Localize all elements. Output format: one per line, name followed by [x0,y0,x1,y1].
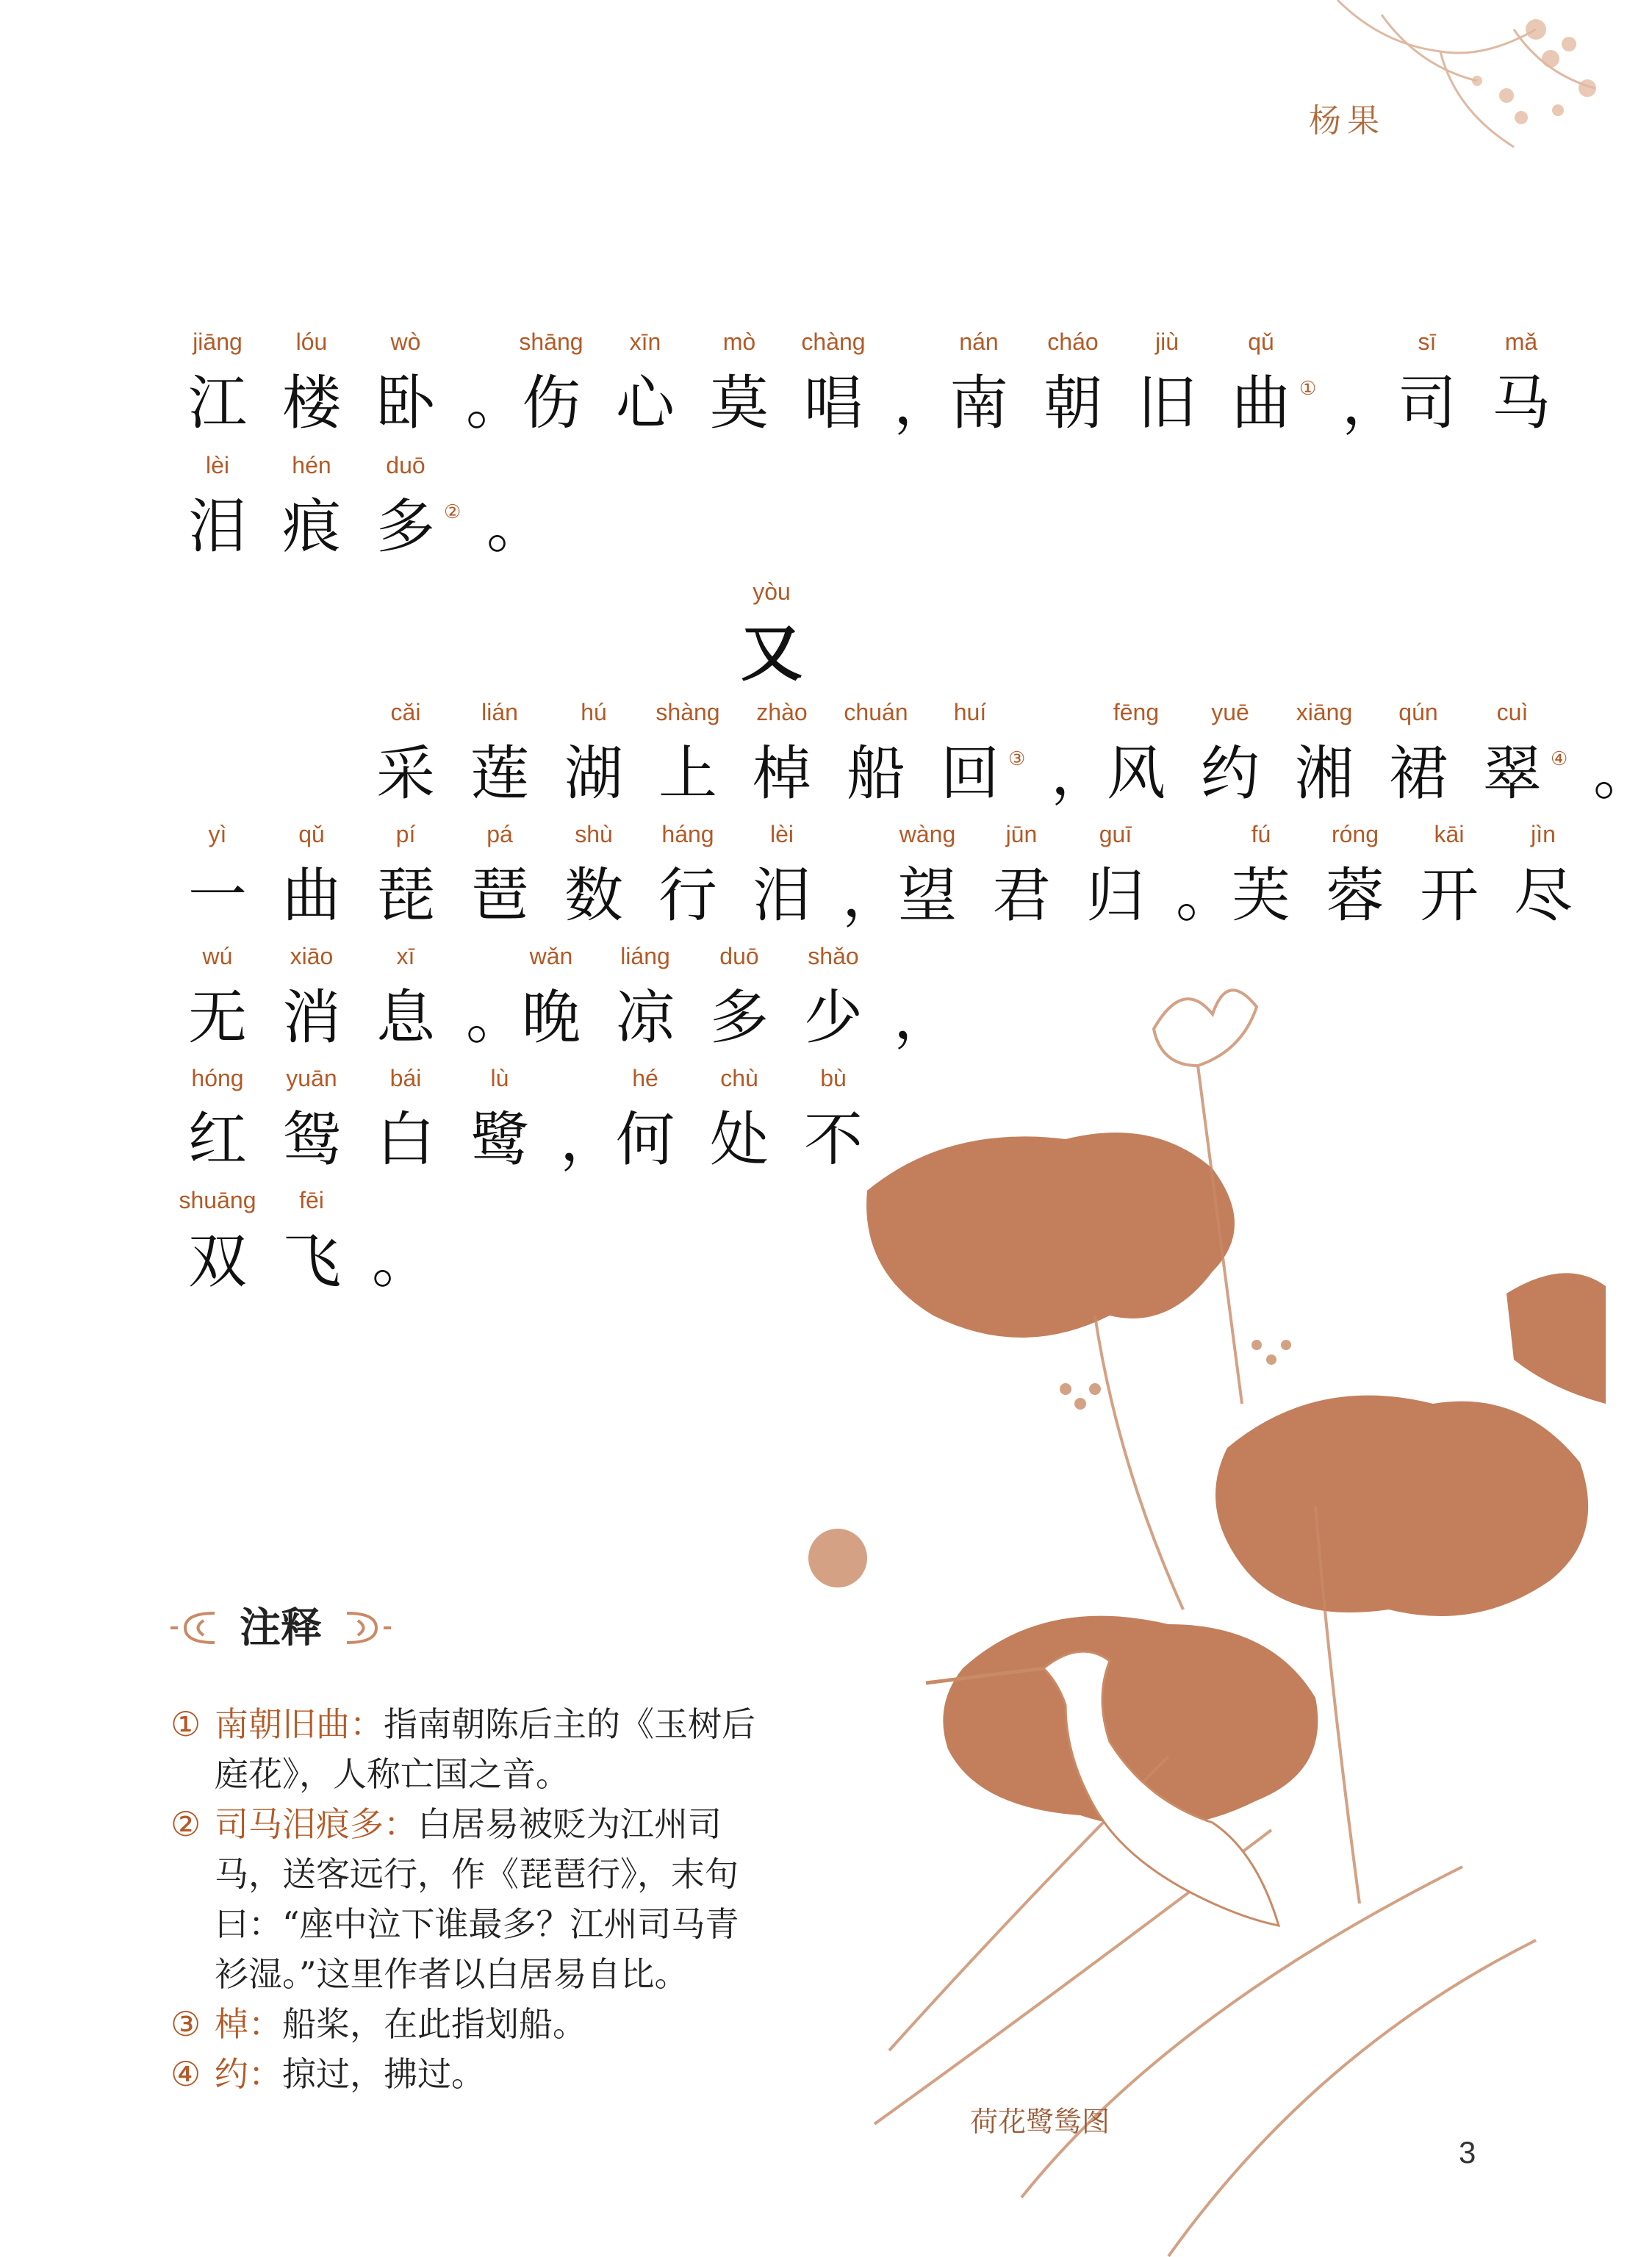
pinyin: róng [1331,821,1379,847]
footnote-marker: ② [444,501,462,523]
notes-heading-text: 注释 [240,1604,322,1652]
pinyin: chù [720,1065,758,1091]
character-cell [601,938,689,1051]
hanzi: 伤 [522,369,581,437]
pinyin: cuì [1496,699,1529,725]
pinyin: yuān [286,1065,337,1091]
character-cell [173,1182,262,1295]
hanzi: 消 [282,983,341,1052]
hanzi: 望 [898,861,957,930]
character-cell [267,447,356,560]
pinyin: hén [292,452,331,478]
punctuation [1332,323,1401,437]
hanzi: 。 [1593,739,1652,808]
hanzi: 琵 [376,861,435,930]
punctuation [550,1060,619,1174]
pinyin: lián [481,699,518,725]
pinyin: hé [632,1065,658,1091]
character-cell [1029,323,1117,437]
character-cell [883,816,972,929]
pinyin: háng [661,821,714,847]
hanzi: 飞 [282,1227,341,1296]
hanzi: 风 [1107,739,1166,808]
character-cell [267,938,356,1051]
note-item [170,1799,758,1999]
hanzi: 曲 [282,861,341,930]
hanzi: 翠 [1483,739,1542,808]
character-cell [267,1060,356,1173]
pinyin: jiāng [193,329,243,355]
pinyin: kāi [1434,821,1465,847]
pinyin: duō [719,943,759,969]
hanzi: 白 [376,1105,435,1174]
character-cell [1499,816,1587,929]
punctuation [883,323,952,437]
pinyin [1332,323,1383,360]
character-cell [1405,816,1493,929]
hanzi: 蓉 [1326,861,1385,930]
pinyin [476,447,528,484]
character-cell [1186,694,1274,807]
character-cell [695,938,783,1051]
character-cell [173,323,262,437]
note-text: 庭花》，人称亡国之音。 [215,1754,570,1794]
hanzi: 。 [466,983,525,1052]
character-cell [550,694,638,807]
pinyin: jiù [1154,329,1179,355]
note-number: ④ [170,2054,201,2094]
pinyin [1166,816,1217,853]
pinyin: xī [396,943,415,969]
hanzi: 无 [188,983,247,1052]
character-cell [456,694,544,807]
pinyin: nán [959,329,999,355]
hanzi: 鸳 [282,1105,341,1174]
hanzi: 。 [466,369,525,437]
hanzi: 湘 [1295,739,1354,808]
character-cell [362,694,450,807]
hanzi: 船 [847,739,905,808]
pinyin: lèi [769,821,794,847]
hanzi: 裙 [1389,739,1448,808]
hanzi: 莲 [470,739,529,808]
hanzi: 南 [949,369,1008,437]
pinyin: wò [390,329,421,355]
hanzi: 。 [1176,861,1235,930]
hanzi: 司 [1398,369,1457,437]
character-cell [1468,694,1568,808]
character-cell [507,938,595,1051]
notes-heading [170,1591,391,1665]
character-cell [1071,816,1160,929]
pinyin [883,323,935,360]
pinyin [550,1060,601,1097]
note-item [170,2049,758,2099]
pinyin: huí [953,699,987,725]
hanzi: 鹭 [470,1105,529,1174]
character-cell [173,938,262,1051]
pinyin: chuán [844,699,908,725]
pinyin [456,938,507,975]
character-cell [738,694,826,807]
hanzi: 数 [564,861,623,930]
hanzi: 晚 [522,983,581,1052]
pinyin: qǔ [298,821,325,847]
character-cell [267,323,356,437]
hanzi: ， [842,861,901,930]
pinyin: cháo [1047,329,1099,355]
pinyin: pá [486,821,513,847]
hanzi: 回 [941,739,999,808]
pinyin: shàng [656,699,720,725]
character-cell [362,323,450,437]
pinyin: qún [1398,699,1438,725]
hanzi: 泪 [753,861,811,930]
hanzi: 多 [376,492,435,561]
hanzi: 君 [992,861,1051,930]
pinyin: jìn [1531,821,1556,847]
pinyin: fēi [299,1187,324,1213]
title-pinyin: yòu [753,578,791,605]
pinyin: mò [722,329,756,355]
pinyin: fēng [1113,699,1160,725]
hanzi: 旧 [1138,369,1196,437]
hanzi: ， [894,369,952,437]
pinyin: lèi [205,452,229,478]
hanzi: 唱 [804,369,863,437]
character-cell [507,323,595,437]
pinyin [832,816,883,853]
note-text: 衫湿。”这里作者以白居易自比。 [215,1954,689,1994]
pinyin: wàng [899,821,956,847]
hanzi: 少 [804,983,863,1052]
note-term: 约： [215,2054,282,2094]
pinyin: guī [1099,821,1132,847]
character-cell [267,816,356,929]
hanzi: 多 [710,983,769,1052]
hanzi: 朝 [1044,369,1102,437]
character-cell [695,1060,783,1173]
character-cell [1374,694,1462,807]
pinyin: sī [1418,329,1437,355]
note-number: ② [170,1804,201,1844]
punctuation [832,816,901,930]
hanzi: 上 [658,739,717,808]
hanzi: 处 [710,1105,769,1174]
pinyin: bái [389,1065,422,1091]
character-cell [1092,694,1180,807]
pinyin: yì [208,821,227,847]
note-item [170,1999,758,2049]
hanzi: 泪 [188,492,247,561]
pinyin: zhào [756,699,808,725]
hanzi: 开 [1420,861,1479,930]
painting-caption: 荷花鹭鸶图 [970,2106,1110,2138]
hanzi: 曲 [1232,369,1290,437]
pinyin: qǔ [1248,329,1274,355]
hanzi: 芙 [1232,861,1290,930]
pinyin: yuē [1211,699,1249,725]
pinyin: lóu [295,329,328,355]
hanzi: 。 [486,492,545,561]
hanzi: 莫 [710,369,769,437]
pinyin: wú [202,943,233,969]
character-cell [456,1060,544,1173]
character-cell [789,323,877,437]
character-cell [1383,323,1471,437]
hanzi: ， [894,983,952,1052]
hanzi: 归 [1086,861,1145,930]
note-number: ③ [170,2004,201,2044]
pinyin: liáng [620,943,670,969]
note-term: 南朝旧曲： [215,1704,384,1744]
pinyin: fú [1251,821,1271,847]
character-cell [362,447,462,561]
character-cell [977,816,1066,929]
hanzi: 红 [188,1105,247,1174]
hanzi: 尽 [1514,861,1573,930]
pinyin: xīn [629,329,661,355]
hanzi: ， [1051,739,1110,808]
pinyin: lù [490,1065,509,1091]
hanzi: 不 [804,1105,863,1174]
punctuation [456,323,525,437]
pinyin [1583,694,1634,731]
note-term: 司马泪痕多： [215,1804,417,1844]
hanzi: 凉 [616,983,675,1052]
character-cell [1311,816,1399,929]
page-number: 3 [1459,2135,1476,2170]
character-cell [601,1060,689,1173]
pinyin [1041,694,1092,731]
hanzi: ， [560,1105,619,1174]
punctuation [456,938,525,1052]
punctuation [476,447,545,561]
hanzi: 息 [376,983,435,1052]
hanzi: 楼 [282,369,341,437]
footnote-marker: ① [1299,378,1317,400]
hanzi: 双 [188,1227,247,1296]
hanzi: 心 [616,369,675,437]
hanzi: ， [1342,369,1401,437]
character-cell [1477,323,1565,437]
character-cell [644,694,732,807]
pinyin: hú [581,699,607,725]
character-cell [362,816,450,929]
pinyin: pí [395,821,416,847]
pinyin: shǎo [808,943,859,969]
note-term: 棹： [215,2004,282,2044]
character-cell [173,447,262,560]
character-cell [601,323,689,437]
footnote-marker: ③ [1008,748,1026,770]
poem-title [728,573,816,689]
character-cell [456,816,544,929]
punctuation [1041,694,1110,808]
hanzi: 湖 [564,739,623,808]
lotus-egret-painting [801,948,1606,2257]
note-text: 指南朝陈后主的《玉树后 [384,1704,755,1744]
note-text: 掠过，拂过。 [282,2054,485,2094]
pinyin: hóng [191,1065,244,1091]
character-cell [362,1060,450,1173]
hanzi: 采 [376,739,435,808]
pinyin: cǎi [390,699,421,725]
hanzi: 一 [188,861,247,930]
character-cell [173,816,262,929]
note-text: 曰：“座中泣下谁最多？江州司马青 [215,1904,739,1944]
character-cell [550,816,638,929]
character-cell [1123,323,1211,437]
hanzi: 棹 [753,739,811,808]
note-number: ① [170,1704,201,1744]
note-item [170,1699,758,1799]
hanzi: 。 [372,1227,431,1296]
pinyin: shāng [519,329,583,355]
pinyin: wǎn [529,943,573,969]
title-text: 又 [740,617,802,689]
pinyin: shuāng [179,1187,256,1213]
pinyin [362,1182,413,1219]
character-cell [738,816,826,929]
hanzi: 约 [1201,739,1260,808]
punctuation [362,1182,431,1296]
note-text: 白居易被贬为江州司 [417,1804,722,1844]
hanzi: 何 [616,1105,675,1174]
character-cell [926,694,1026,808]
pinyin: jūn [1005,821,1038,847]
character-cell [1217,816,1305,929]
pinyin: chàng [801,329,866,355]
hanzi: 马 [1492,369,1551,437]
punctuation [1166,816,1235,930]
pinyin: shù [575,821,613,847]
pinyin: mǎ [1504,329,1538,355]
note-text: 马，送客远行，作《琵琶行》，末句 [215,1854,739,1894]
hanzi: 卧 [376,369,435,437]
character-cell [644,816,732,929]
pinyin: xiāng [1296,699,1353,725]
character-cell [695,323,783,437]
hanzi: 江 [188,369,247,437]
character-cell [832,694,920,807]
character-cell [267,1182,356,1295]
pinyin: xiāo [290,943,334,969]
punctuation [1583,694,1652,808]
character-cell [173,1060,262,1173]
pinyin: bù [820,1065,847,1091]
note-text: 船桨，在此指划船。 [282,2004,586,2044]
character-cell [935,323,1023,437]
pinyin [456,323,507,360]
pinyin: duō [386,452,425,478]
character-cell [362,938,450,1051]
author-name: 杨果 [1309,102,1385,140]
hanzi: 行 [658,861,717,930]
footnote-marker: ④ [1551,748,1568,770]
character-cell [1217,323,1317,437]
hanzi: 痕 [282,492,341,561]
hanzi: 琶 [470,861,529,930]
character-cell [1280,694,1368,807]
